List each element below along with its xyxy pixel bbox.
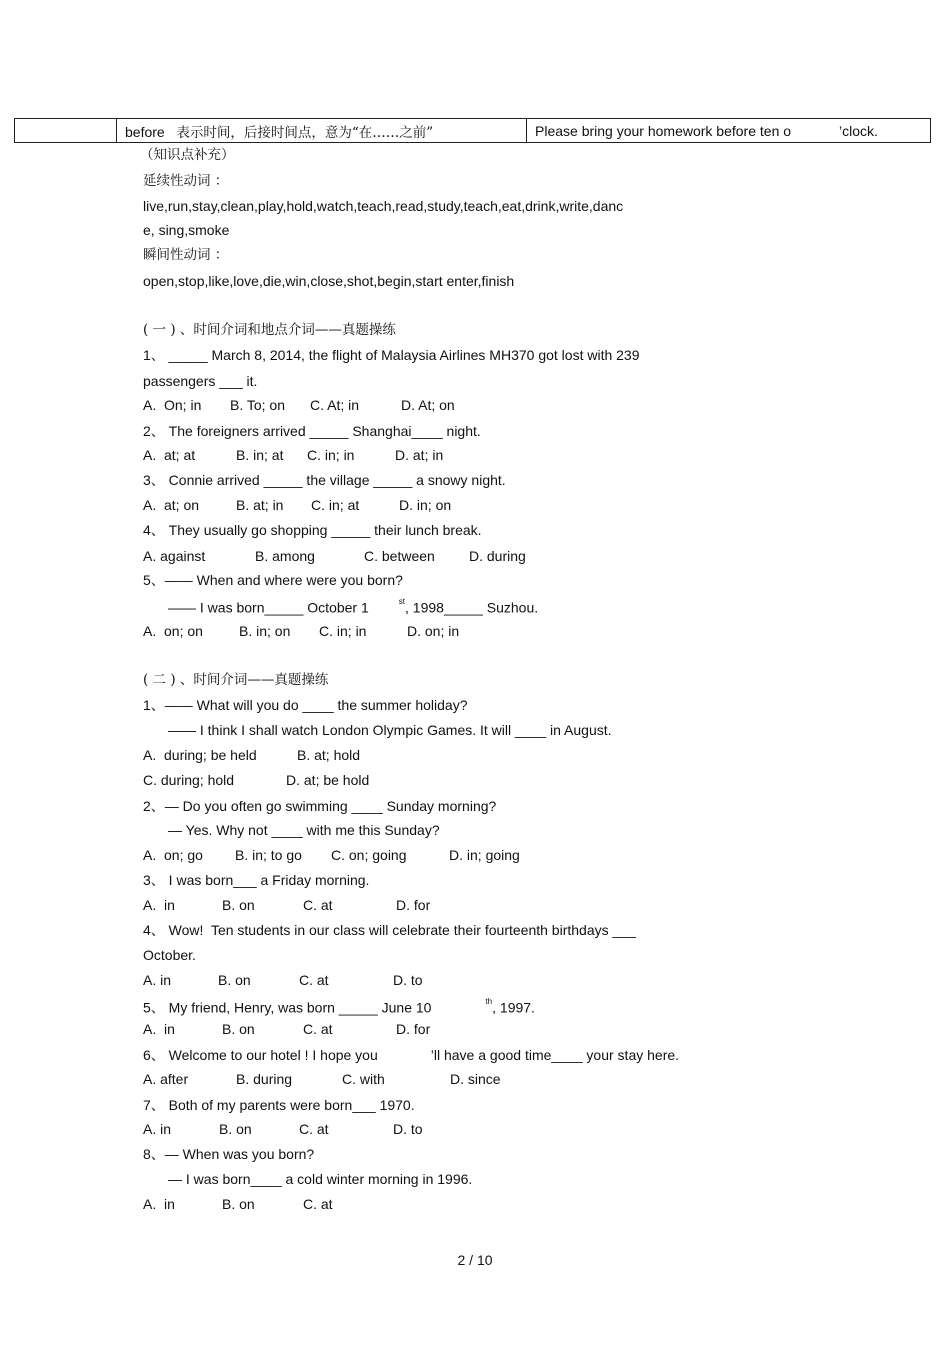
s2-q6 <box>143 1046 679 1064</box>
s1-q3-option-a: A. at; on <box>143 497 200 513</box>
s2-q8-option-c: C. at <box>303 1196 333 1212</box>
s2-q5-text-post: , 1997. <box>492 999 535 1016</box>
table-cell-empty <box>15 119 117 143</box>
s1-q4-option-c: C. between <box>364 548 435 564</box>
s1-q1-option-c: C. At; in <box>310 397 360 413</box>
s1-q5-line2 <box>168 596 538 617</box>
section2-title: ( 二 ) 、时间介词——真题操练 <box>143 672 329 688</box>
s2-q8-option-a: A. in <box>143 1196 175 1212</box>
s1-q1-option-a: A. On; in <box>143 397 202 413</box>
s1-q4-option-b: B. among <box>255 548 315 564</box>
s1-q1-line1: 1、 _____ March 8, 2014, the flight of Malaysia Airlines MH370 got lost with 239 <box>143 347 640 363</box>
durative-verbs-line1: live,run,stay,clean,play,hold,watch,teach,read,study,teach,eat,drink,write,danc <box>143 198 624 214</box>
s2-q4-option-c: C. at <box>299 972 329 988</box>
s2-q5-superscript: th <box>485 997 493 1006</box>
s2-q8-line2: — I was born____ a cold winter morning in 1996. <box>168 1171 473 1187</box>
section1-title: ( 一 ) 、时间介词和地点介词——真题操练 <box>143 322 396 338</box>
page-number: 2 / 10 <box>457 1252 493 1268</box>
s2-q2-option-b: B. in; to go <box>235 847 302 863</box>
s2-q4-line1: 4、 Wow! Ten students in our class will celebrate their fourteenth birthdays ___ <box>143 922 636 938</box>
instant-verbs-line: open,stop,like,love,die,win,close,shot,begin,start enter,finish <box>143 273 515 289</box>
s1-q5-text-pre: —— I was born_____ October 1 <box>168 599 369 616</box>
s2-q7-option-a: A. in <box>143 1121 172 1137</box>
s2-q8-line1: 8、— When was you born? <box>143 1146 315 1162</box>
s1-q5-option-b: B. in; on <box>239 623 291 639</box>
s1-q3-option-c: C. in; at <box>311 497 360 513</box>
durative-verbs-line2: e, sing,smoke <box>143 222 230 238</box>
s2-q7: 7、 Both of my parents were born___ 1970. <box>143 1097 415 1113</box>
s2-q5-option-a: A. in <box>143 1021 175 1037</box>
s1-q5-text-post: , 1998_____ Suzhou. <box>405 599 539 616</box>
s2-q5-option-c: C. at <box>303 1021 333 1037</box>
s2-q6-option-a: A. after <box>143 1071 189 1087</box>
s1-q4-option-a: A. against <box>143 548 206 564</box>
table-cell-explanation <box>117 119 527 143</box>
s2-q3-option-c: C. at <box>303 897 333 913</box>
s2-q6-text-post: ’ll have a good time____ your stay here. <box>430 1047 680 1063</box>
s2-q4-option-b: B. on <box>218 972 251 988</box>
s1-q1-option-b: B. To; on <box>230 397 286 413</box>
table-example-b: ’clock. <box>839 122 878 139</box>
s1-q1-line2: passengers ___ it. <box>143 373 258 389</box>
s1-q2-option-d: D. at; in <box>395 447 444 463</box>
s2-q6-text-pre: 6、 Welcome to our hotel ! I hope you <box>143 1047 378 1063</box>
table-row <box>15 119 931 143</box>
table-description: 表示时间，后接时间点，意为“在……之前” <box>176 124 434 141</box>
s2-q4-option-a: A. in <box>143 972 172 988</box>
s1-q5-option-d: D. on; in <box>407 623 460 639</box>
s2-q4-option-d: D. to <box>393 972 423 988</box>
s2-q1-option-a: A. during; be held <box>143 747 257 763</box>
s2-q7-option-d: D. to <box>393 1121 423 1137</box>
s2-q2-option-a: A. on; go <box>143 847 203 863</box>
table-example-a: Please bring your homework before ten o <box>535 122 792 139</box>
s2-q2-option-c: C. on; going <box>331 847 407 863</box>
s2-q2-line2: — Yes. Why not ____ with me this Sunday? <box>168 822 440 838</box>
s2-q3-option-a: A. in <box>143 897 175 913</box>
instant-label: 瞬间性动词 ： <box>143 247 229 263</box>
s1-q5-option-a: A. on; on <box>143 623 203 639</box>
s1-q2-option-c: C. in; in <box>307 447 355 463</box>
s2-q7-option-b: B. on <box>219 1121 252 1137</box>
s1-q4: 4、 They usually go shopping _____ their lunch break. <box>143 522 482 538</box>
s1-q5-option-c: C. in; in <box>319 623 367 639</box>
s2-q6-option-b: B. during <box>236 1071 293 1087</box>
s1-q3: 3、 Connie arrived _____ the village _____ a snowy night. <box>143 472 506 488</box>
s2-q5-option-d: D. for <box>396 1021 431 1037</box>
supplement-note: （知识点补充） <box>140 147 235 163</box>
s1-q1-option-d: D. At; on <box>401 397 455 413</box>
s2-q1-option-c: C. during; hold <box>143 772 235 788</box>
s2-q6-option-c: C. with <box>342 1071 385 1087</box>
s1-q2: 2、 The foreigners arrived _____ Shanghai____ night. <box>143 423 481 439</box>
s1-q5-line1: 5、—— When and where were you born? <box>143 572 403 588</box>
table-cell-example <box>527 119 931 143</box>
s2-q4-line2: October. <box>143 947 196 963</box>
s1-q3-option-d: D. in; on <box>399 497 452 513</box>
s2-q3: 3、 I was born___ a Friday morning. <box>143 872 370 888</box>
s2-q5-text-pre: 5、 My friend, Henry, was born _____ June 10 <box>143 999 432 1016</box>
s2-q7-option-c: C. at <box>299 1121 329 1137</box>
s2-q2-line1: 2、— Do you often go swimming ____ Sunday morning? <box>143 798 497 814</box>
s2-q8-option-b: B. on <box>222 1196 255 1212</box>
s2-q5-option-b: B. on <box>222 1021 255 1037</box>
s2-q3-option-b: B. on <box>222 897 255 913</box>
s2-q1-line2: —— I think I shall watch London Olympic Games. It will ____ in August. <box>168 722 612 738</box>
durative-label: 延续性动词 ： <box>143 173 229 189</box>
s2-q6-option-d: D. since <box>450 1071 501 1087</box>
s2-q2-option-d: D. in; going <box>449 847 520 863</box>
s1-q4-option-d: D. during <box>469 548 526 564</box>
s2-q1-line1: 1、—— What will you do ____ the summer holiday? <box>143 697 468 713</box>
s1-q2-option-a: A. at; at <box>143 447 196 463</box>
s2-q3-option-d: D. for <box>396 897 431 913</box>
s2-q1-option-d: D. at; be hold <box>286 772 370 788</box>
s1-q5-superscript: st <box>398 597 406 606</box>
s2-q5 <box>143 996 535 1017</box>
knowledge-table <box>14 118 931 143</box>
s1-q2-option-b: B. in; at <box>236 447 284 463</box>
s2-q1-option-b: B. at; hold <box>297 747 361 763</box>
s1-q3-option-b: B. at; in <box>236 497 284 513</box>
table-word: before <box>125 123 165 140</box>
